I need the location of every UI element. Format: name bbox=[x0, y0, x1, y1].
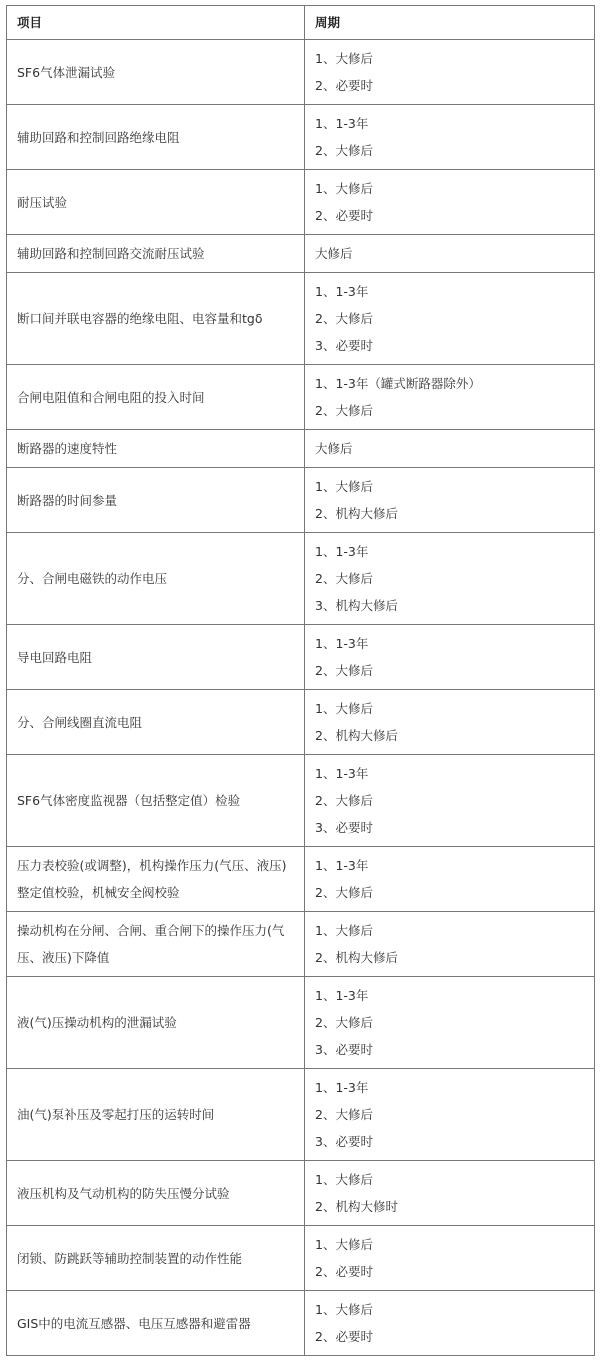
table-row bbox=[7, 273, 595, 365]
cycle-line: 1、1-3年 bbox=[315, 988, 369, 1003]
item-cell: 压力表校验(或调整)，机构操作压力(气压、液压)整定值校验，机械安全阀校验 bbox=[7, 847, 305, 912]
cycle-cell bbox=[305, 1069, 595, 1161]
cycle-line: 2、必要时 bbox=[315, 78, 373, 93]
cycle-cell bbox=[305, 1161, 595, 1226]
item-cell: 液压机构及气动机构的防失压慢分试验 bbox=[7, 1161, 305, 1226]
maintenance-cycle-table bbox=[6, 5, 595, 1356]
cycle-cell bbox=[305, 977, 595, 1069]
maintenance-cycle-table-wrapper bbox=[6, 5, 594, 1356]
cycle-line: 2、大修后 bbox=[315, 793, 373, 808]
item-cell: 操动机构在分闸、合闸、重合闸下的操作压力(气压、液压)下降值 bbox=[7, 912, 305, 977]
cycle-line: 2、机构大修后 bbox=[315, 728, 398, 743]
cycle-line: 2、机构大修后 bbox=[315, 950, 398, 965]
item-cell: 断路器的速度特性 bbox=[7, 430, 305, 468]
cycle-cell bbox=[305, 430, 595, 468]
cycle-line: 1、1-3年 bbox=[315, 858, 369, 873]
cycle-cell bbox=[305, 847, 595, 912]
cycle-cell bbox=[305, 40, 595, 105]
cycle-line: 3、必要时 bbox=[315, 1042, 373, 1057]
cycle-line: 3、必要时 bbox=[315, 1134, 373, 1149]
cycle-line: 2、大修后 bbox=[315, 311, 373, 326]
table-row bbox=[7, 755, 595, 847]
cycle-cell bbox=[305, 468, 595, 533]
cycle-line: 大修后 bbox=[315, 441, 353, 456]
cycle-line: 1、1-3年 bbox=[315, 116, 369, 131]
cycle-line: 3、机构大修后 bbox=[315, 598, 398, 613]
item-cell: 导电回路电阻 bbox=[7, 625, 305, 690]
cycle-line: 2、大修后 bbox=[315, 403, 373, 418]
cycle-line: 1、大修后 bbox=[315, 181, 373, 196]
column-header-cycle: 周期 bbox=[305, 6, 595, 40]
table-header-row bbox=[7, 6, 595, 40]
cycle-line: 1、1-3年（罐式断路器除外） bbox=[315, 376, 481, 391]
cycle-line: 1、大修后 bbox=[315, 1302, 373, 1317]
table-row bbox=[7, 977, 595, 1069]
cycle-line: 1、大修后 bbox=[315, 479, 373, 494]
cycle-line: 2、必要时 bbox=[315, 1264, 373, 1279]
cycle-cell bbox=[305, 625, 595, 690]
cycle-cell bbox=[305, 273, 595, 365]
cycle-cell bbox=[305, 365, 595, 430]
cycle-cell bbox=[305, 235, 595, 273]
cycle-line: 1、1-3年 bbox=[315, 284, 369, 299]
column-header-item: 项目 bbox=[7, 6, 305, 40]
cycle-line: 2、大修后 bbox=[315, 1107, 373, 1122]
table-row bbox=[7, 1226, 595, 1291]
cycle-line: 1、大修后 bbox=[315, 1237, 373, 1252]
cycle-cell bbox=[305, 105, 595, 170]
item-cell: 合闸电阻值和合闸电阻的投入时间 bbox=[7, 365, 305, 430]
table-row bbox=[7, 690, 595, 755]
cycle-line: 1、1-3年 bbox=[315, 544, 369, 559]
cycle-cell bbox=[305, 1226, 595, 1291]
item-cell: GIS中的电流互感器、电压互感器和避雷器 bbox=[7, 1291, 305, 1356]
cycle-line: 2、大修后 bbox=[315, 663, 373, 678]
cycle-cell bbox=[305, 170, 595, 235]
cycle-line: 3、必要时 bbox=[315, 820, 373, 835]
cycle-line: 3、必要时 bbox=[315, 338, 373, 353]
table-row bbox=[7, 847, 595, 912]
cycle-line: 2、机构大修时 bbox=[315, 1199, 398, 1214]
cycle-line: 2、大修后 bbox=[315, 143, 373, 158]
table-row bbox=[7, 1291, 595, 1356]
cycle-cell bbox=[305, 1291, 595, 1356]
cycle-cell bbox=[305, 912, 595, 977]
cycle-line: 大修后 bbox=[315, 246, 353, 261]
cycle-line: 2、大修后 bbox=[315, 885, 373, 900]
cycle-line: 2、大修后 bbox=[315, 1015, 373, 1030]
item-cell: 耐压试验 bbox=[7, 170, 305, 235]
cycle-cell bbox=[305, 533, 595, 625]
item-cell: SF6气体泄漏试验 bbox=[7, 40, 305, 105]
cycle-line: 1、1-3年 bbox=[315, 766, 369, 781]
cycle-line: 2、必要时 bbox=[315, 1329, 373, 1344]
table-row bbox=[7, 365, 595, 430]
cycle-line: 1、大修后 bbox=[315, 51, 373, 66]
cycle-line: 1、大修后 bbox=[315, 923, 373, 938]
table-row bbox=[7, 170, 595, 235]
cycle-line: 1、1-3年 bbox=[315, 1080, 369, 1095]
table-body bbox=[7, 40, 595, 1356]
cycle-line: 2、必要时 bbox=[315, 208, 373, 223]
table-row bbox=[7, 912, 595, 977]
cycle-line: 1、1-3年 bbox=[315, 636, 369, 651]
item-cell: 分、合闸电磁铁的动作电压 bbox=[7, 533, 305, 625]
table-row bbox=[7, 1069, 595, 1161]
item-cell: 分、合闸线圈直流电阻 bbox=[7, 690, 305, 755]
item-cell: 闭锁、防跳跃等辅助控制装置的动作性能 bbox=[7, 1226, 305, 1291]
cycle-line: 2、机构大修后 bbox=[315, 506, 398, 521]
cycle-cell bbox=[305, 690, 595, 755]
table-row bbox=[7, 625, 595, 690]
cycle-line: 2、大修后 bbox=[315, 571, 373, 586]
item-cell: 断口间并联电容器的绝缘电阻、电容量和tgδ bbox=[7, 273, 305, 365]
item-cell: 断路器的时间参量 bbox=[7, 468, 305, 533]
item-cell: 液(气)压操动机构的泄漏试验 bbox=[7, 977, 305, 1069]
table-row bbox=[7, 468, 595, 533]
cycle-line: 1、大修后 bbox=[315, 1172, 373, 1187]
table-row bbox=[7, 105, 595, 170]
item-cell: 辅助回路和控制回路绝缘电阻 bbox=[7, 105, 305, 170]
table-row bbox=[7, 533, 595, 625]
table-row bbox=[7, 430, 595, 468]
cycle-line: 1、大修后 bbox=[315, 701, 373, 716]
item-cell: 油(气)泵补压及零起打压的运转时间 bbox=[7, 1069, 305, 1161]
table-row bbox=[7, 40, 595, 105]
table-row bbox=[7, 235, 595, 273]
table-row bbox=[7, 1161, 595, 1226]
item-cell: 辅助回路和控制回路交流耐压试验 bbox=[7, 235, 305, 273]
item-cell: SF6气体密度监视器（包括整定值）检验 bbox=[7, 755, 305, 847]
cycle-cell bbox=[305, 755, 595, 847]
